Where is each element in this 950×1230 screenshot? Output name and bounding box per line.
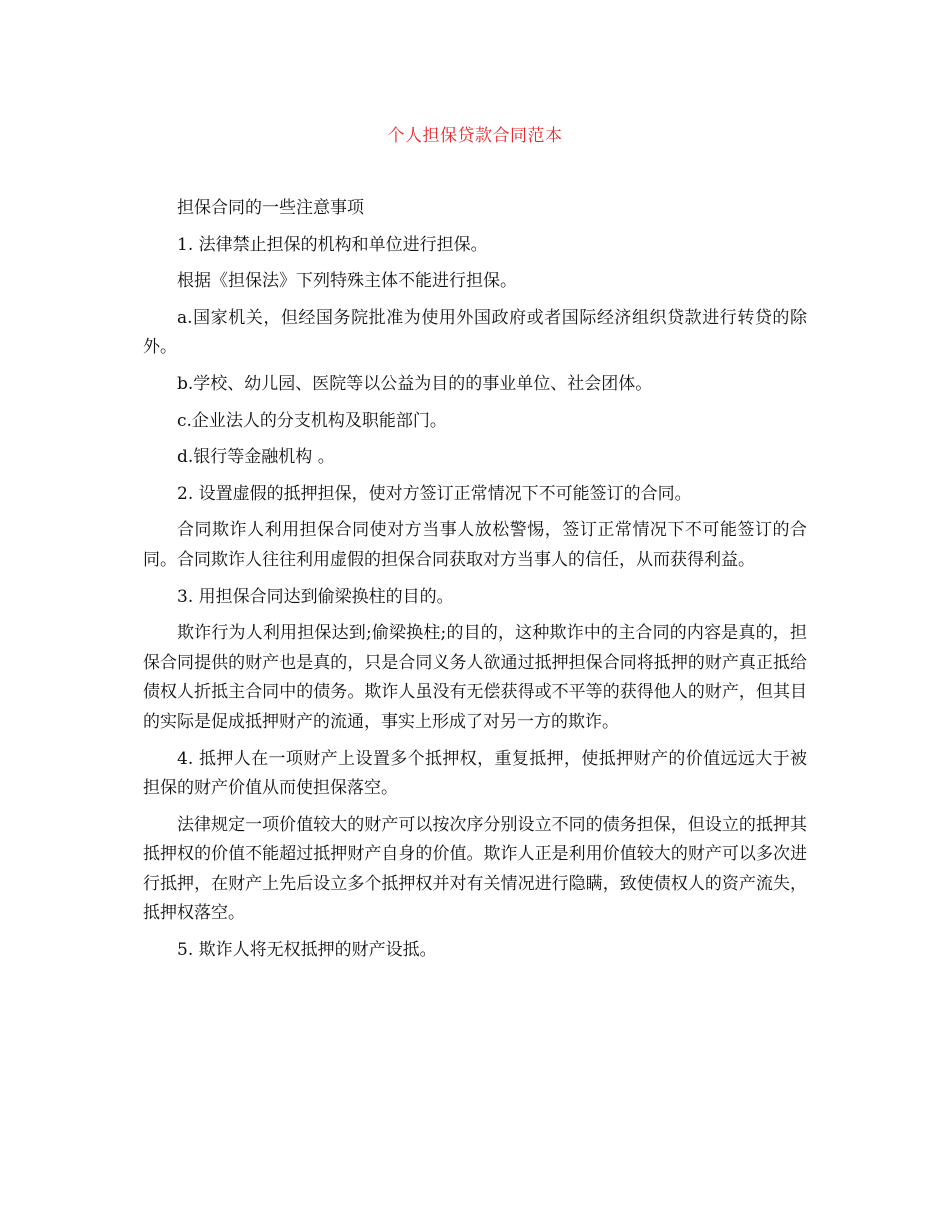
paragraph-item-a: a.国家机关，但经国务院批准为使用外国政府或者国际经济组织贷款进行转贷的除外。 bbox=[143, 307, 807, 358]
paragraph: 根据《担保法》下列特殊主体不能进行担保。 bbox=[177, 271, 517, 292]
paragraph-heading-notes: 担保合同的一些注意事项 bbox=[177, 198, 364, 218]
document-body bbox=[143, 194, 807, 973]
paragraph-item-3: 3. 用担保合同达到偷梁换柱的目的。 bbox=[177, 586, 454, 607]
paragraph: 欺诈行为人利用担保达到;偷梁换柱;的目的，这种欺诈中的主合同的内容是真的，担保合同提供的财产也是真的，只是合同义务人欲通过抵押担保合同将抵押的财产真正抵给债权人折抵主合同中的债务。欺诈人虽没有无偿获得或不平等的获得他人的财产，但其目的实际是促成抵押财产的流通，事实上形成了对另一方的欺诈。 bbox=[143, 623, 807, 732]
paragraph: 法律规定一项价值较大的财产可以按次序分别设立不同的债务担保，但设立的抵押其抵押权的价值不能超过抵押财产自身的价值。欺诈人正是利用价值较大的财产可以多次进行抵押，在财产上先后设立多个抵押权并对有关情况进行隐瞒，致使债权人的资产流失，抵押权落空。 bbox=[143, 814, 807, 924]
paragraph-item-4: 4. 抵押人在一项财产上设置多个抵押权，重复抵押，使抵押财产的价值远远大于被担保的财产价值从而使担保落空。 bbox=[143, 748, 807, 799]
paragraph-item-b: b.学校、幼儿园、医院等以公益为目的的事业单位、社会团体。 bbox=[177, 373, 653, 394]
paragraph-item-d: d.银行等金融机构 。 bbox=[177, 447, 335, 468]
paragraph-item-c: c.企业法人的分支机构及职能部门。 bbox=[177, 410, 447, 431]
paragraph: 合同欺诈人利用担保合同使对方当事人放松警惕，签订正常情况下不可能签订的合同。合同欺诈人往往利用虚假的担保合同获取对方当事人的信任，从而获得利益。 bbox=[143, 520, 807, 570]
paragraph-item-1: 1. 法律禁止担保的机构和单位进行担保。 bbox=[177, 234, 488, 255]
paragraph-item-5: 5. 欺诈人将无权抵押的财产设抵。 bbox=[177, 940, 437, 961]
document-title: 个人担保贷款合同范本 bbox=[387, 126, 563, 146]
paragraph-item-2: 2. 设置虚假的抵押担保，使对方签订正常情况下不可能签订的合同。 bbox=[177, 483, 692, 504]
